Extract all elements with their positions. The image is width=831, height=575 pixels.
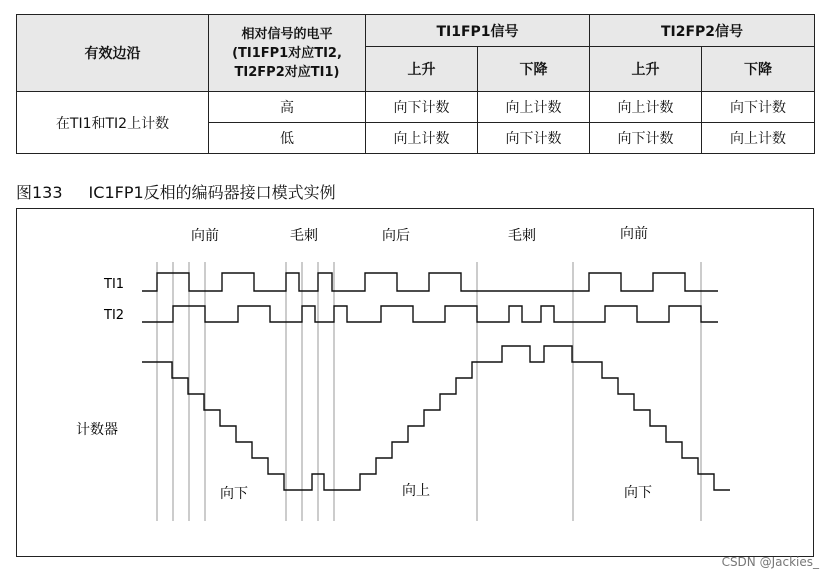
cell-low-ti1fp1-rise: 向上计数 — [366, 123, 478, 154]
level-low: 低 — [209, 123, 366, 154]
cell-low-ti2fp2-fall: 向上计数 — [702, 123, 815, 154]
ti1-waveform — [142, 273, 718, 291]
label-ti1: TI1 — [104, 277, 125, 292]
header-ti1fp1: TI1FP1信号 — [366, 15, 590, 47]
label-forward-1: 向前 — [191, 228, 219, 244]
row-label-count-on-ti1-ti2: 在TI1和TI2上计数 — [17, 92, 209, 154]
label-counter: 计数器 — [76, 422, 118, 438]
header-ti2fp2-rise: 上升 — [590, 47, 702, 92]
cell-low-ti2fp2-rise: 向下计数 — [590, 123, 702, 154]
label-backward: 向后 — [382, 228, 410, 244]
cell-low-ti1fp1-fall: 向下计数 — [478, 123, 590, 154]
cell-high-ti1fp1-fall: 向上计数 — [478, 92, 590, 123]
ti2-waveform — [142, 306, 718, 322]
watermark: CSDN @Jackies_ — [721, 555, 819, 569]
header-ti2fp2-fall: 下降 — [702, 47, 815, 92]
cell-high-ti1fp1-rise: 向下计数 — [366, 92, 478, 123]
header-ti1fp1-fall: 下降 — [478, 47, 590, 92]
figure-number: 图133 — [16, 183, 63, 202]
cell-high-ti2fp2-fall: 向下计数 — [702, 92, 815, 123]
header-effective-edge: 有效边沿 — [17, 15, 209, 92]
header-level-line3: TI2FP2对应TI1) — [234, 64, 340, 80]
cell-high-ti2fp2-rise: 向上计数 — [590, 92, 702, 123]
label-glitch-1: 毛刺 — [290, 228, 318, 244]
label-count-up: 向上 — [402, 483, 430, 499]
level-high: 高 — [209, 92, 366, 123]
header-level-line1: 相对信号的电平 — [241, 26, 333, 42]
label-ti2: TI2 — [104, 308, 125, 323]
label-count-down-1: 向下 — [220, 486, 248, 502]
label-count-down-2: 向下 — [624, 485, 652, 501]
label-glitch-2: 毛刺 — [508, 228, 536, 244]
label-forward-2: 向前 — [620, 226, 648, 242]
header-ti1fp1-rise: 上升 — [366, 47, 478, 92]
header-ti2fp2: TI2FP2信号 — [590, 15, 815, 47]
figure-title: IC1FP1反相的编码器接口模式实例 — [88, 183, 336, 202]
counter-staircase — [142, 346, 730, 490]
header-level-line2: (TI1FP1对应TI2, — [232, 45, 342, 61]
